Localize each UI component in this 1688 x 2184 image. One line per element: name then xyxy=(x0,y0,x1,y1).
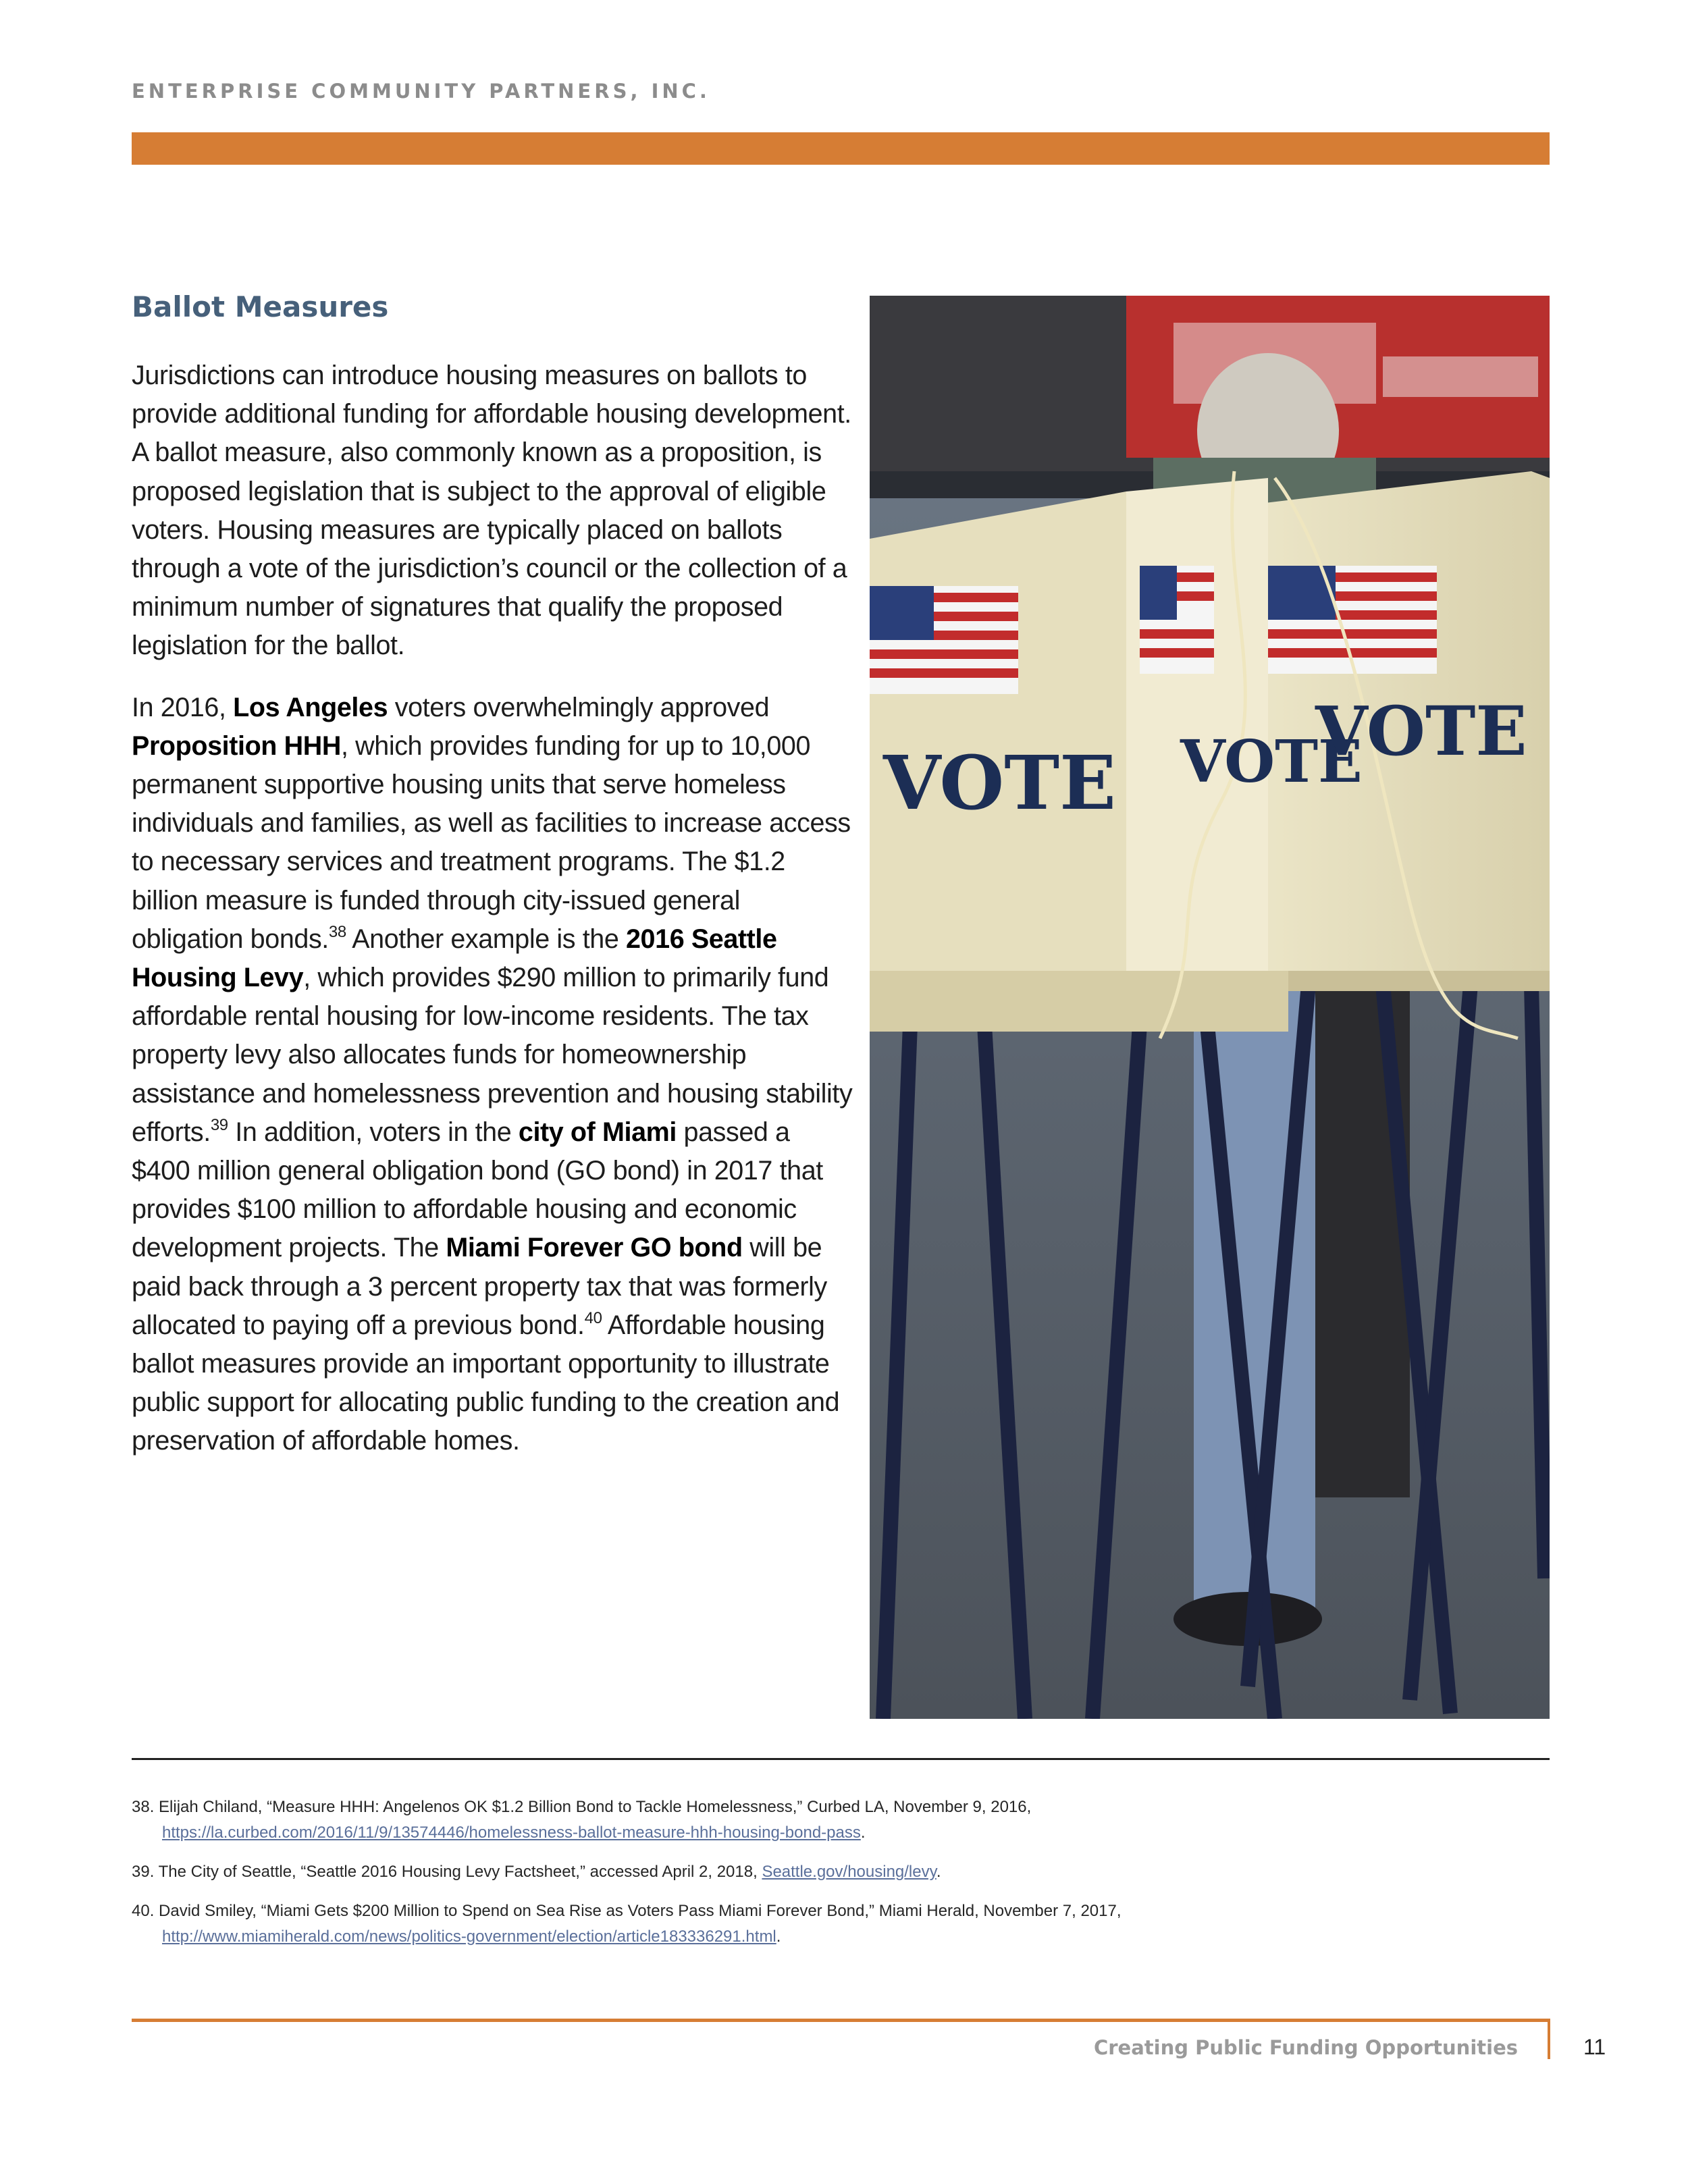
footnote-number: 40. xyxy=(132,1902,155,1920)
text-run: In 2016, xyxy=(132,692,234,722)
footnote-punct: . xyxy=(860,1823,866,1842)
body-text xyxy=(132,356,854,1484)
text-run: , which provides $290 million to primarily fund affordable rental housing for low-income residents. The tax property levy also allocates funds for homeownership assistance and homelessness prevention and housing stability efforts. xyxy=(132,963,853,1147)
text-run: Affordable housing ballot measures provide an important opportunity to illustrate public support for allocating public funding to the creation and preservation of affordable homes. xyxy=(132,1310,840,1456)
flag-left-icon xyxy=(870,586,1018,694)
footnote-38 xyxy=(132,1794,1550,1846)
text-run: passed a $400 million general obligation bond (GO bond) in 2017 that provides $100 million to affordable housing and economic development projects. The xyxy=(132,1117,823,1263)
footer-title: Creating Public Funding Opportunities xyxy=(1093,2036,1518,2059)
paragraph-intro: Jurisdictions can introduce housing measures on ballots to provide additional funding for affordable housing development. A ballot measure, also commonly known as a proposition, is proposed legislation that is subject to the approval of eligible voters. Housing measures are typically placed on ballots through a vote of the jurisdiction’s council or the collection of a minimum number of signatures that qualify the proposed legislation for the ballot. xyxy=(132,361,851,661)
footnote-punct: . xyxy=(776,1927,781,1946)
header-accent-bar xyxy=(132,132,1550,165)
bold-los-angeles: Los Angeles xyxy=(233,692,388,722)
flag-center-icon xyxy=(1140,566,1214,674)
footer-separator xyxy=(1548,2019,1550,2059)
footnote-text: The City of Seattle, “Seattle 2016 Housing Levy Factsheet,” accessed April 2, 2018, xyxy=(158,1863,758,1881)
footnote-number: 38. xyxy=(132,1798,155,1816)
footnote-number: 39. xyxy=(132,1863,155,1881)
footnote-link[interactable]: Seattle.gov/housing/levy xyxy=(762,1863,937,1881)
text-run: In addition, voters in the xyxy=(228,1117,519,1147)
page-number: 11 xyxy=(1583,2035,1606,2059)
bold-miami-forever-go-bond: Miami Forever GO bond xyxy=(446,1233,743,1263)
footnotes xyxy=(132,1794,1550,1963)
bold-city-of-miami: city of Miami xyxy=(518,1117,677,1147)
footnote-40 xyxy=(132,1898,1550,1950)
footnote-ref-40[interactable]: 40 xyxy=(584,1308,602,1327)
footer-divider xyxy=(132,2019,1550,2022)
footnote-divider xyxy=(132,1758,1550,1760)
footnote-link[interactable]: http://www.miamiherald.com/news/politics-government/election/article183336291.html xyxy=(162,1927,776,1946)
voting-booth-photo xyxy=(870,296,1550,1719)
footnote-ref-39[interactable]: 39 xyxy=(210,1115,228,1134)
footnote-39 xyxy=(132,1859,1550,1885)
text-run: will be paid back through a 3 percent property tax that was formerly allocated to paying off a previous bond. xyxy=(132,1233,827,1340)
text-run: , which provides funding for up to 10,000 permanent supportive housing units that serve homeless individuals and families, as well as facilities to increase access to necessary services and treatment programs. The $1.2 billion measure is funded through city-issued general obligation bonds. xyxy=(132,730,851,954)
footnote-link[interactable]: https://la.curbed.com/2016/11/9/13574446/homelessness-ballot-measure-hhh-housing-bond-pass xyxy=(162,1823,861,1842)
paragraph-examples xyxy=(132,689,854,1461)
footnote-text: Elijah Chiland, “Measure HHH: Angelenos OK $1.2 Billion Bond to Tackle Homelessness,” Curbed LA, November 9, 2016, xyxy=(159,1798,1032,1816)
text-run: voters overwhelmingly approved xyxy=(388,692,770,722)
footnote-punct: . xyxy=(936,1863,941,1881)
footnote-ref-38[interactable]: 38 xyxy=(328,922,346,941)
organization-name: ENTERPRISE COMMUNITY PARTNERS, INC. xyxy=(132,80,710,103)
bold-proposition-hhh: Proposition HHH xyxy=(132,730,341,761)
vote-sign-left: VOTE xyxy=(883,739,1116,826)
text-run: Another example is the xyxy=(346,924,626,954)
footnote-text: David Smiley, “Miami Gets $200 Million to Spend on Sea Rise as Voters Pass Miami Forever Bond,” Miami Herald, November 7, 2017, xyxy=(159,1902,1122,1920)
vote-sign-right: VOTE xyxy=(1315,691,1527,771)
vote-sign-center: VOTE xyxy=(1180,728,1363,796)
bold-seattle-housing-levy: 2016 Seattle Housing Levy xyxy=(132,924,777,993)
section-title: Ballot Measures xyxy=(132,290,389,323)
